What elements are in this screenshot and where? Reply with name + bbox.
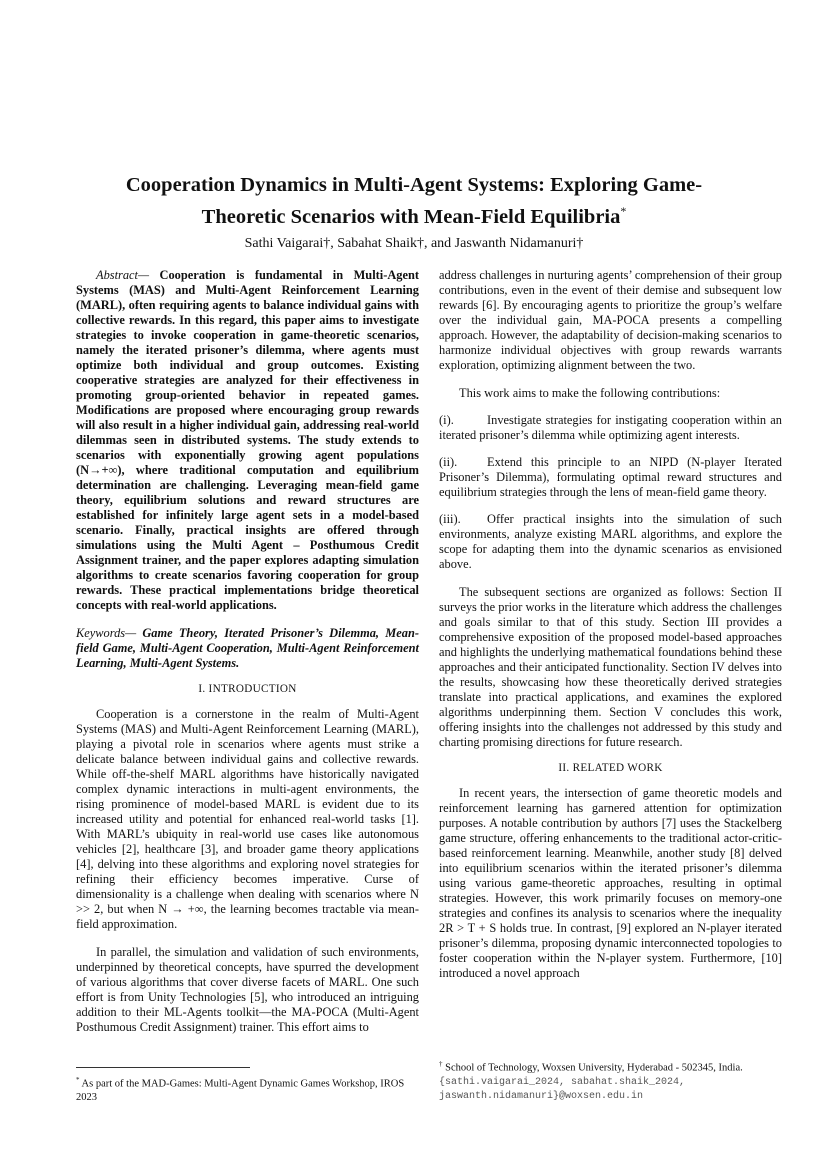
- paper-title: [80, 172, 748, 230]
- footnote-affiliation-text: School of Technology, Woxsen University, Hyderabad - 502345, India.: [442, 1062, 743, 1074]
- footnote-divider: [76, 1067, 250, 1068]
- keywords-text: Game Theory, Iterated Prisoner’s Dilemma, Mean-field Game, Multi-Agent Cooperation, Multi-Agent Reinforcement Learning, Multi-Agent Systems.: [76, 626, 419, 670]
- title-footnote-mark: *: [620, 204, 627, 218]
- contribution-text: Offer practical insights into the simulation of such environments, analyze existing MARL algorithms, and explore the scope for adapting them into the dynamic scenarios as envisioned above.: [439, 512, 782, 571]
- abstract: [76, 268, 419, 613]
- contribution-text: Extend this principle to an NIPD (N-player Iterated Prisoner’s Dilemma), formulating optimal reward structures and equilibrium strategies through the lens of mean-field game theory.: [439, 455, 782, 499]
- contribution-text: Investigate strategies for instigating cooperation within an iterated prisoner’s dilemma while optimizing agent interests.: [439, 413, 782, 442]
- title-line-2: Theoretic Scenarios with Mean-Field Equilibria: [201, 205, 621, 228]
- intro-paragraph-organization: The subsequent sections are organized as follows: Section II surveys the prior works in the literature which address the challenges and goals similar to that of this study. Section III provides a comprehensive exposition of the proposed model-based approaches and highlights the underlying mathematical foundations behind these approaches and their anticipated functionality. Section IV delves into the results, showcasing how these theoretically derived strategies translate into practical applications, and examines the explored algorithms underpinning them. Section V concludes this work, offering insights into the challenges not addressed by this study and charting promising directions for future research.: [439, 585, 782, 749]
- footnote-workshop-text: As part of the MAD-Games: Multi-Agent Dynamic Games Workshop, IROS 2023: [76, 1078, 405, 1103]
- author-list: Sathi Vaigarai†, Sabahat Shaik†, and Jaswanth Nidamanuri†: [244, 236, 584, 251]
- footnote-mark: *: [76, 1076, 80, 1084]
- contribution-number: (ii).: [439, 455, 458, 469]
- contributions-intro: This work aims to make the following contributions:: [459, 386, 721, 400]
- author-emails: {sathi.vaigarai_2024, sabahat.shaik_2024, jaswanth.nidamanuri}@woxsen.edu.in: [439, 1076, 686, 1102]
- footnote-affiliation: [439, 1058, 784, 1103]
- abstract-text: Cooperation is fundamental in Multi-Agent Systems (MAS) and Multi-Agent Reinforcement Learning (MARL), often requiring agents to balance individual gains with collective rewards. In this regard, this paper aims to investigate strategies to invoke cooperation in game-theoretic scenarios, namely the iterated prisoner’s dilemma, where agents must optimize both individual and group outcomes. Existing cooperative strategies are analyzed for their effectiveness in promoting group-oriented behavior in repeated games. Modifications are proposed where encouraging group rewards will also result in a higher individual gain, addressing real-world dilemmas seen in distributed systems. The study extends to scenarios with exponentially growing agent populations (N→+∞), where traditional computation and equilibrium determination are challenging. Leveraging mean-field game theory, equilibrium solutions and reward structures are established for infinitely large agent sets in a model-based scenario. Finally, practical insights are offered through simulations using the Multi Agent – Posthumous Credit Assignment trainer, and the paper explores adapting simulation algorithms to create scenarios favoring cooperation for group rewards. These practical implementations bridge theoretical concepts with real-world applications.: [76, 268, 419, 612]
- intro-paragraph-2-continued: address challenges in nurturing agents’ comprehension of their group contributions, even in the event of their demise and subsequent low rewards [6]. By encouraging agents to prioritize the group’s welfare over the individual gain, MA-POCA presents a compelling approach. However, the adaptability of decision-making scenarios to harmonize individual objectives with group rewards warrants exploration, optimizing alignment between the two.: [439, 268, 782, 372]
- contribution-number: (i).: [439, 413, 454, 427]
- left-column: [76, 268, 419, 1035]
- section-heading-related-work: II. RELATED WORK: [558, 762, 663, 774]
- footnote-mark: †: [439, 1060, 443, 1068]
- abstract-lead: Abstract—: [96, 268, 150, 282]
- title-line-1: Cooperation Dynamics in Multi-Agent Systems: Exploring Game-: [125, 174, 703, 196]
- section-heading-introduction: I. INTRODUCTION: [198, 683, 297, 695]
- keywords-lead: Keywords—: [76, 626, 137, 640]
- contribution-number: (iii).: [439, 512, 461, 526]
- right-column: [439, 268, 782, 981]
- related-work-paragraph-1: In recent years, the intersection of game theoretic models and reinforcement learning has garnered attention for optimization purposes. A notable contribution by authors [7] uses the Stackelberg game structure, offering enhancements to the traditional actor-critic-based reinforcement learning. Meanwhile, another study [8] delved into equilibrium scenarios within the iterated prisoner’s dilemma using various game-theoretic approaches, resulting in optimal strategies. However, this work primarily focuses on memory-one strategies and confines its analysis to scenarios where the inequality 2R > T + S holds true. In contrast, [9] explored an N-player iterated prisoner’s dilemma, proposing dynamic interconnected topologies to foster cooperation within the N-player system. Furthermore, [10] introduced a novel approach: [439, 786, 782, 980]
- contribution-item: [439, 413, 782, 443]
- contribution-item: [439, 512, 782, 572]
- intro-paragraph-2: In parallel, the simulation and validation of such environments, underpinned by theoretical concepts, have spurred the development of various algorithms that cover diverse facets of MARL. One such effort is from Unity Technologies [5], who introduced an intriguing addition to their ML-Agents toolkit—the MA-POCA (Multi-Agent Posthumous Credit Assignment) trainer. This effort aims to: [76, 945, 419, 1034]
- keywords: [76, 626, 419, 671]
- contribution-item: [439, 455, 782, 500]
- footnote-workshop: [76, 1074, 421, 1104]
- intro-paragraph-1: Cooperation is a cornerstone in the realm of Multi-Agent Systems (MAS) and Multi-Agent Reinforcement Learning (MARL), playing a pivotal role in scenarios where agents must strike a delicate balance between individual gains and collective rewards. While off-the-shelf MARL algorithms have historically navigated complex dynamic interactions in multi-agent environments, the rising prominence of model-based MARL is evident due to its increased utility and potential for enhanced real-world tasks [1]. With MARL’s ubiquity in real-world use cases like autonomous vehicles [2], healthcare [3], and broader game theory applications [4], delving into these algorithms and exploring novel strategies for refining their efficiency becomes imperative. Curse of dimensionality is a challenge when dealing with scenarios where N >> 2, but when N → +∞, the learning becomes tractable via mean-field approximation.: [76, 707, 419, 931]
